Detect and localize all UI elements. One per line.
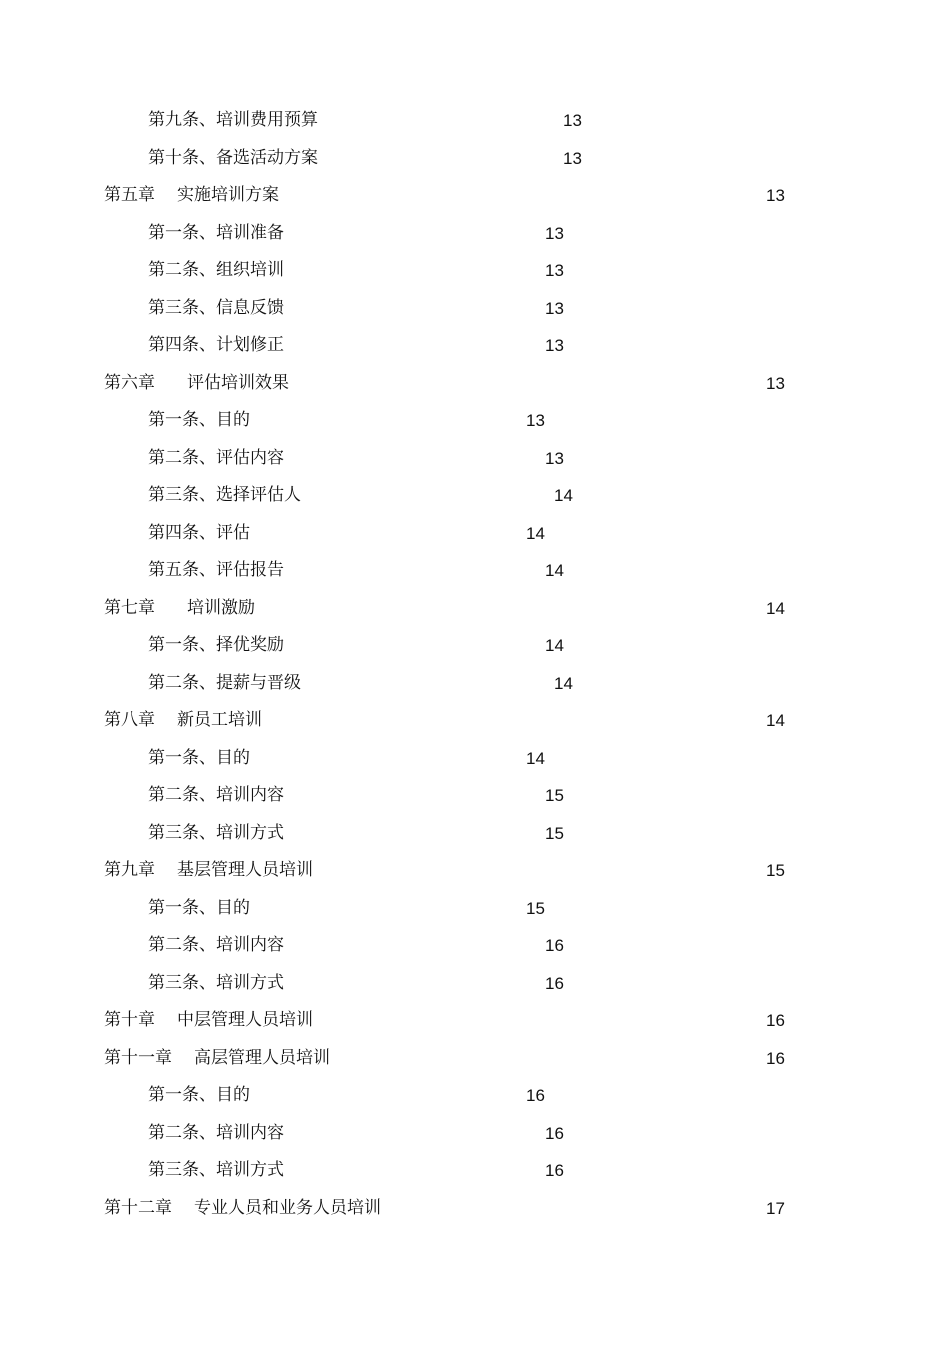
toc-chapter-row[interactable] [0,702,950,740]
page-number: 13 [545,261,564,280]
section-label: 第一条、目的 [148,747,250,768]
page-number: 15 [526,898,545,918]
page-number: 14 [766,711,785,730]
section-label: 第九条、培训费用预算 [148,110,318,130]
chapter-title: 专业人员和业务人员培训 [194,1197,381,1218]
page-number: 13 [766,373,785,393]
toc-section-row[interactable] [0,440,950,478]
section-label: 第一条、目的 [148,897,250,918]
page-number: 16 [766,1011,785,1030]
page-number: 16 [545,1161,564,1180]
section-label: 第二条、组织培训 [148,260,284,280]
toc-chapter-row[interactable] [0,177,950,215]
toc-section-row[interactable] [0,1077,950,1115]
page-number: 14 [526,523,545,543]
page-number: 16 [545,936,564,955]
page-number: 14 [545,561,564,580]
page-number: 13 [563,148,582,168]
section-label: 第一条、目的 [148,410,250,430]
page-number: 16 [526,1086,545,1105]
chapter-label [104,852,313,890]
chapter-number: 第十章 [104,1010,155,1030]
toc-chapter-row[interactable] [0,1040,950,1078]
chapter-label [104,702,262,740]
chapter-label [104,1002,313,1040]
chapter-number: 第九章 [104,860,155,880]
chapter-number: 第七章 [104,597,155,618]
page-number: 14 [545,636,564,655]
toc-section-row[interactable] [0,627,950,665]
page-number: 13 [526,411,545,430]
page-number: 15 [766,861,785,880]
toc-section-row[interactable] [0,327,950,365]
chapter-number: 第五章 [104,185,155,205]
section-label: 第二条、培训内容 [148,935,284,955]
toc-section-row[interactable] [0,140,950,178]
toc-section-row[interactable] [0,552,950,590]
chapter-label [104,1040,330,1078]
page-number: 14 [554,486,573,505]
toc-section-row[interactable] [0,252,950,290]
toc-section-row[interactable] [0,290,950,328]
chapter-number: 第十二章 [104,1197,172,1218]
section-label: 第三条、培训方式 [148,972,284,993]
toc-section-row[interactable] [0,890,950,928]
chapter-label [104,177,279,215]
section-label: 第二条、培训内容 [148,1122,284,1143]
toc-chapter-row[interactable] [0,1002,950,1040]
toc-section-row[interactable] [0,927,950,965]
toc-chapter-row[interactable] [0,365,950,403]
chapter-title: 基层管理人员培训 [177,860,313,880]
section-label: 第五条、评估报告 [148,560,284,580]
page-number: 14 [554,673,573,693]
chapter-title: 评估培训效果 [187,372,289,393]
section-label: 第十条、备选活动方案 [148,147,318,168]
chapter-number: 第八章 [104,710,155,730]
section-label: 第三条、培训方式 [148,1160,284,1180]
section-label: 第四条、计划修正 [148,335,284,355]
chapter-label [104,1190,381,1228]
page-number: 13 [766,186,785,205]
chapter-number: 第六章 [104,372,155,393]
chapter-label [104,590,255,628]
page-number: 16 [766,1048,785,1068]
toc-section-row[interactable] [0,215,950,253]
chapter-title: 新员工培训 [177,710,262,730]
page-number: 16 [545,1123,564,1143]
toc-section-row[interactable] [0,665,950,703]
toc-section-row[interactable] [0,777,950,815]
toc-chapter-row[interactable] [0,1190,950,1228]
page-number: 16 [545,973,564,993]
section-label: 第三条、培训方式 [148,822,284,843]
section-label: 第二条、提薪与晋级 [148,672,301,693]
chapter-title: 培训激励 [187,597,255,618]
toc-chapter-row[interactable] [0,852,950,890]
toc-section-row[interactable] [0,815,950,853]
section-label: 第三条、选择评估人 [148,485,301,505]
page-number: 13 [545,223,564,243]
chapter-title: 中层管理人员培训 [177,1010,313,1030]
toc-section-row[interactable] [0,477,950,515]
page-number: 14 [766,598,785,618]
page-number: 13 [545,298,564,318]
chapter-title: 高层管理人员培训 [194,1047,330,1068]
toc-section-row[interactable] [0,102,950,140]
section-label: 第四条、评估 [148,522,250,543]
section-label: 第二条、评估内容 [148,447,284,468]
chapter-number: 第十一章 [104,1047,172,1068]
page-number: 17 [766,1198,785,1218]
page-number: 13 [545,336,564,355]
section-label: 第一条、目的 [148,1085,250,1105]
toc-section-row[interactable] [0,402,950,440]
section-label: 第二条、培训内容 [148,785,284,805]
toc-section-row[interactable] [0,1115,950,1153]
page-number: 13 [563,111,582,130]
toc-section-row[interactable] [0,1152,950,1190]
table-of-contents [0,102,950,1227]
page-number: 15 [545,823,564,843]
toc-section-row[interactable] [0,965,950,1003]
section-label: 第一条、择优奖励 [148,635,284,655]
toc-section-row[interactable] [0,740,950,778]
chapter-title: 实施培训方案 [177,185,279,205]
page-number: 14 [526,748,545,768]
section-label: 第一条、培训准备 [148,222,284,243]
toc-chapter-row[interactable] [0,590,950,628]
page-number: 13 [545,448,564,468]
chapter-label [104,365,289,403]
page-number: 15 [545,786,564,805]
section-label: 第三条、信息反馈 [148,297,284,318]
toc-section-row[interactable] [0,515,950,553]
